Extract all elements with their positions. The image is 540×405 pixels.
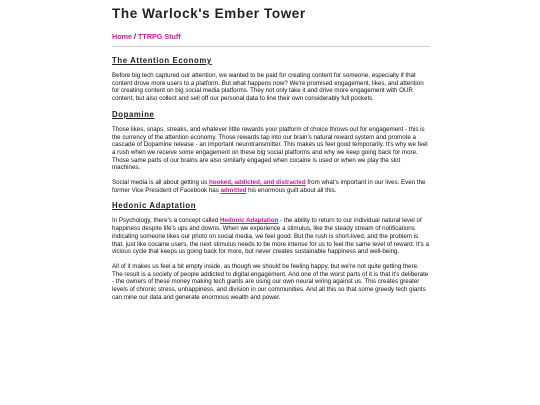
section-heading-hedonic-adaptation: Hedonic Adaptation [112, 201, 197, 211]
breadcrumb-current-link[interactable]: TTRPG Stuff [137, 32, 181, 41]
breadcrumb [112, 32, 430, 41]
section-heading-dopamine: Dopamine [112, 109, 155, 119]
hedonic-adaptation-link[interactable]: Hedonic Adaptation [220, 217, 279, 225]
hedonic-p1-text-start: In Psychology, there's a concept called [112, 217, 221, 225]
hedonic-p1-text-end: - the ability to return to our individual natural level of happiness despite life's ups and downs. When we experience a stimulus, like the steady stream of notifications indicating someone likes our photo on social media, we feel good. But the rush is short-lived, and the problem is that, just like cocaine users, the next stimulus needs to be more intense for us to feel the same level of reward. It's a vicious cycle that keeps us going back for more, but never creates sustainable happiness and well-being. [112, 217, 429, 256]
hooked-addicted-distracted-link[interactable]: hooked, addicted, and distracted [209, 179, 306, 187]
page-content [112, 0, 430, 301]
attention-economy-paragraph: Before big tech captured our attention, we wanted to be paid for creating content for someone, especially if that content drove more users to a platform. But what happens now? We're promised engagement, likes, and attention for creating content on big social media platforms. They not only take it and drive more engagement with OUR content, but also collect and sell off our personal data to line their own considerably full pockets. [112, 72, 424, 103]
dopamine-p2-text-middle: from what's important in our lives. Even the former Vice President of Facebook has [112, 179, 426, 194]
dopamine-p2-text-end: his enormous guilt about all this. [246, 186, 337, 194]
site-title: The Warlock's Ember Tower [112, 6, 306, 21]
header-divider [112, 46, 430, 47]
dopamine-paragraph-1: Those likes, snaps, streaks, and whatever little rewards your platform of choice throws out for engagement - this is the currency of the attention economy. Those rewards tap into our brain's natural reward system and promote a cascade of Dopamine release - an important neurotransmitter. This makes us feel good temporarily. It's why we feel a rush when we receive some engagement on these big social platforms and why we keep going back for more. Those same parts of our brains are also similarly engaged when cocaine is used or when we play the slot machines. [112, 125, 428, 172]
hedonic-paragraph-1 [112, 217, 430, 256]
section-heading-attention-economy: The Attention Economy [112, 56, 212, 65]
hedonic-paragraph-2: All of it makes us feel a bit empty inside, as though we should be feeling happy, but we're not quite getting there. The result is a society of people addicted to digital engagement. And one of the worst parts of it is that it's deliberate - the owners of these money making tech giants are using our own neural wiring against us. This creates greater levels of chronic stress, unhappiness, and division in our communities. And all this so that some greedy tech giants can mine our data and generate enormous wealth and power. [112, 262, 429, 301]
admitted-link[interactable]: admitted [220, 186, 247, 194]
breadcrumb-home-link[interactable]: Home [112, 32, 132, 41]
dopamine-paragraph-2 [112, 179, 430, 194]
dopamine-p2-text-start: Social media is all about getting us [112, 179, 209, 187]
breadcrumb-separator: / [131, 32, 138, 41]
